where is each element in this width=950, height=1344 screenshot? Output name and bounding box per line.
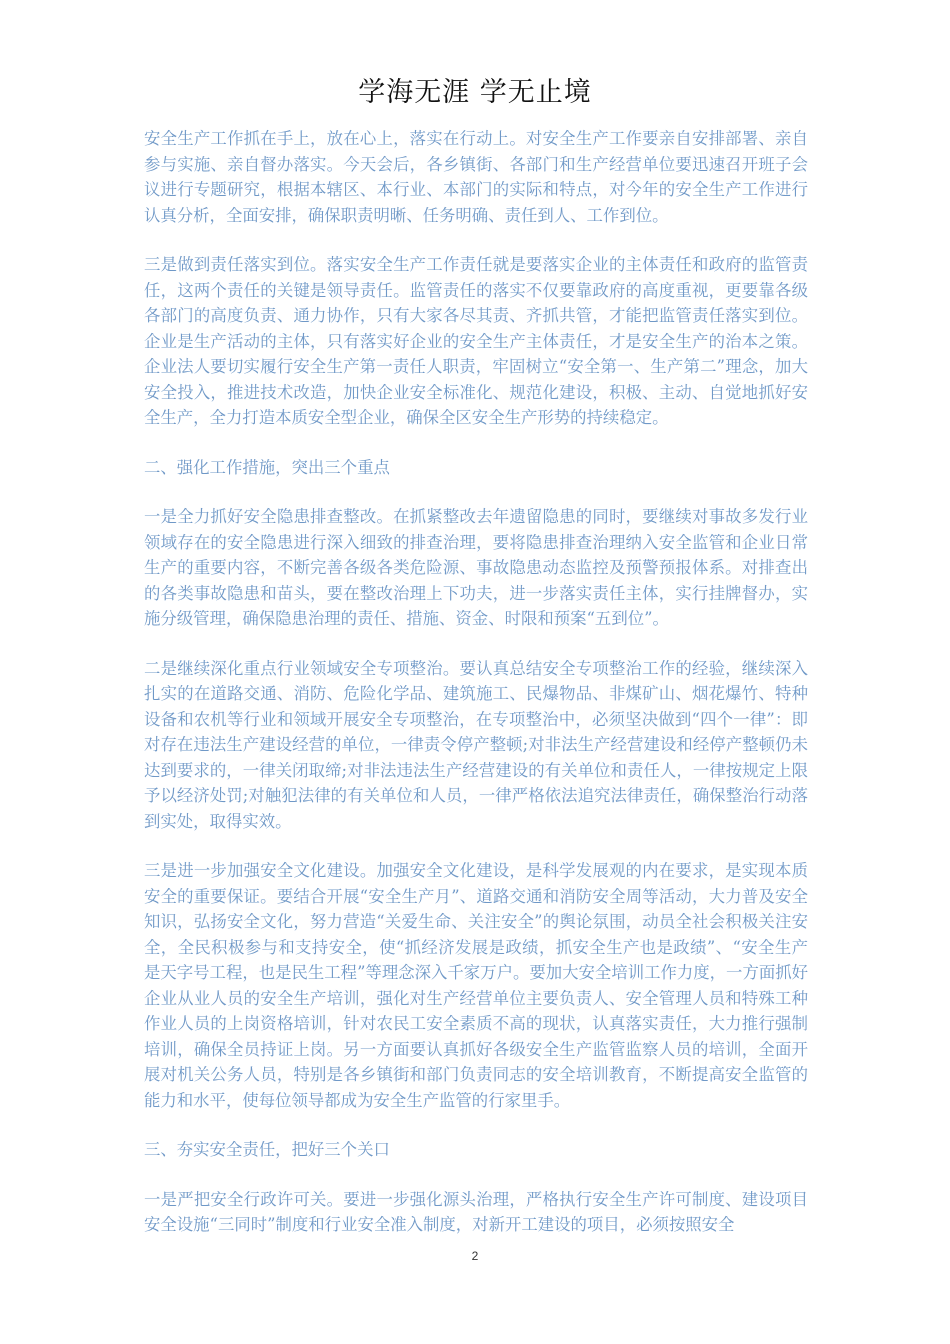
paragraph-safety-culture: 三是进一步加强安全文化建设。加强安全文化建设，是科学发展观的内在要求，是实现本质安全的重要保证。要结合开展“安全生产月”、道路交通和消防安全周等活动，大力普及安全知识，弘扬安全文化，努力营造“关爱生命、关注安全”的舆论氛围，动员全社会积极关注安全，全民积极参与和支持安全，使“抓经济发展是政绩，抓安全生产也是政绩”、“安全生产是天字号工程，也是民生工程”等理念深入千家万户。要加大安全培训工作力度，一方面抓好企业从业人员的安全生产培训，强化对生产经营单位主要负责人、安全管理人员和特殊工种作业人员的上岗资格培训，针对农民工安全素质不高的现状，认真落实责任，大力推行强制培训，确保全员持证上岗。另一方面要认真抓好各级安全生产监管监察人员的培训，全面开展对机关公务人员，特别是各乡镇街和部门负责同志的安全培训教育，不断提高安全监管的能力和水平，使每位领导都成为安全生产监管的行家里手。 — [144, 861, 809, 1110]
document-body — [144, 126, 808, 1262]
paragraph-hazard-inspection: 一是全力抓好安全隐患排查整改。在抓紧整改去年遗留隐患的同时，要继续对事故多发行业领域存在的安全隐患进行深入细致的排查治理，要将隐患排查治理纳入安全监管和企业日常生产的重要内容，不断完善各级各类危险源、事故隐患动态监控及预警预报体系。对排查出的各类事故隐患和苗头，要在整改治理上下功夫，进一步落实责任主体，实行挂牌督办，实施分级管理，确保隐患治理的责任、措施、资金、时限和预案“五到位”。 — [144, 507, 808, 628]
section-heading-work-measures: 二、强化工作措施，突出三个重点 — [144, 457, 390, 477]
paragraph-responsibility-in-place: 三是做到责任落实到位。落实安全生产工作责任就是要落实企业的主体责任和政府的监管责任，这两个责任的关键是领导责任。监管责任的落实不仅要靠政府的高度重视，更要靠各级各部门的高度负责、通力协作，只有大家各尽其责、齐抓共管，才能把监管责任落实到位。企业是生产活动的主体，只有落实好企业的安全生产主体责任，才是安全生产的治本之策。企业法人要切实履行安全生产第一责任人职责，牢固树立“安全第一、生产第二”理念，加大安全投入，推进技术改造，加快企业安全标准化、规范化建设，积极、主动、自觉地抓好安全生产，全力打造本质安全型企业，确保全区安全生产形势的持续稳定。 — [144, 255, 808, 427]
page-number: 2 — [471, 1249, 479, 1263]
paragraph-administrative-licensing: 一是严把安全行政许可关。要进一步强化源头治理，严格执行安全生产许可制度、建设项目安全设施“三同时”制度和行业安全准入制度，对新开工建设的项目，必须按照安全 — [144, 1189, 808, 1234]
paragraph-special-rectification: 二是继续深化重点行业领域安全专项整治。要认真总结安全专项整治工作的经验，继续深入扎实的在道路交通、消防、危险化学品、建筑施工、民爆物品、非煤矿山、烟花爆竹、特种设备和农机等行业和领域开展安全专项整治，在专项整治中，必须坚决做到“四个一律”：即对存在违法生产建设经营的单位，一律责令停产整顿;对非法生产经营建设和经停产整顿仍未达到要求的，一律关闭取缔;对非法违法生产经营建设的有关单位和责任人，一律按规定上限予以经济处罚;对触犯法律的有关单位和人员，一律严格依法追究法律责任，确保整治行动落到实处，取得实效。 — [144, 658, 808, 831]
page-header: 学海无涯 学无止境 — [358, 77, 592, 108]
section-heading-safety-responsibility: 三、夯实安全责任，把好三个关口 — [144, 1140, 390, 1159]
paragraph-responsibility-in-hand: 安全生产工作抓在手上，放在心上，落实在行动上。对安全生产工作要亲自安排部署、亲自参与实施、亲自督办落实。今天会后，各乡镇街、各部门和生产经营单位要迅速召开班子会议进行专题研究，根据本辖区、本行业、本部门的实际和特点，对今年的安全生产工作进行认真分析，全面安排，确保职责明晰、任务明确、责任到人、工作到位。 — [144, 129, 808, 225]
